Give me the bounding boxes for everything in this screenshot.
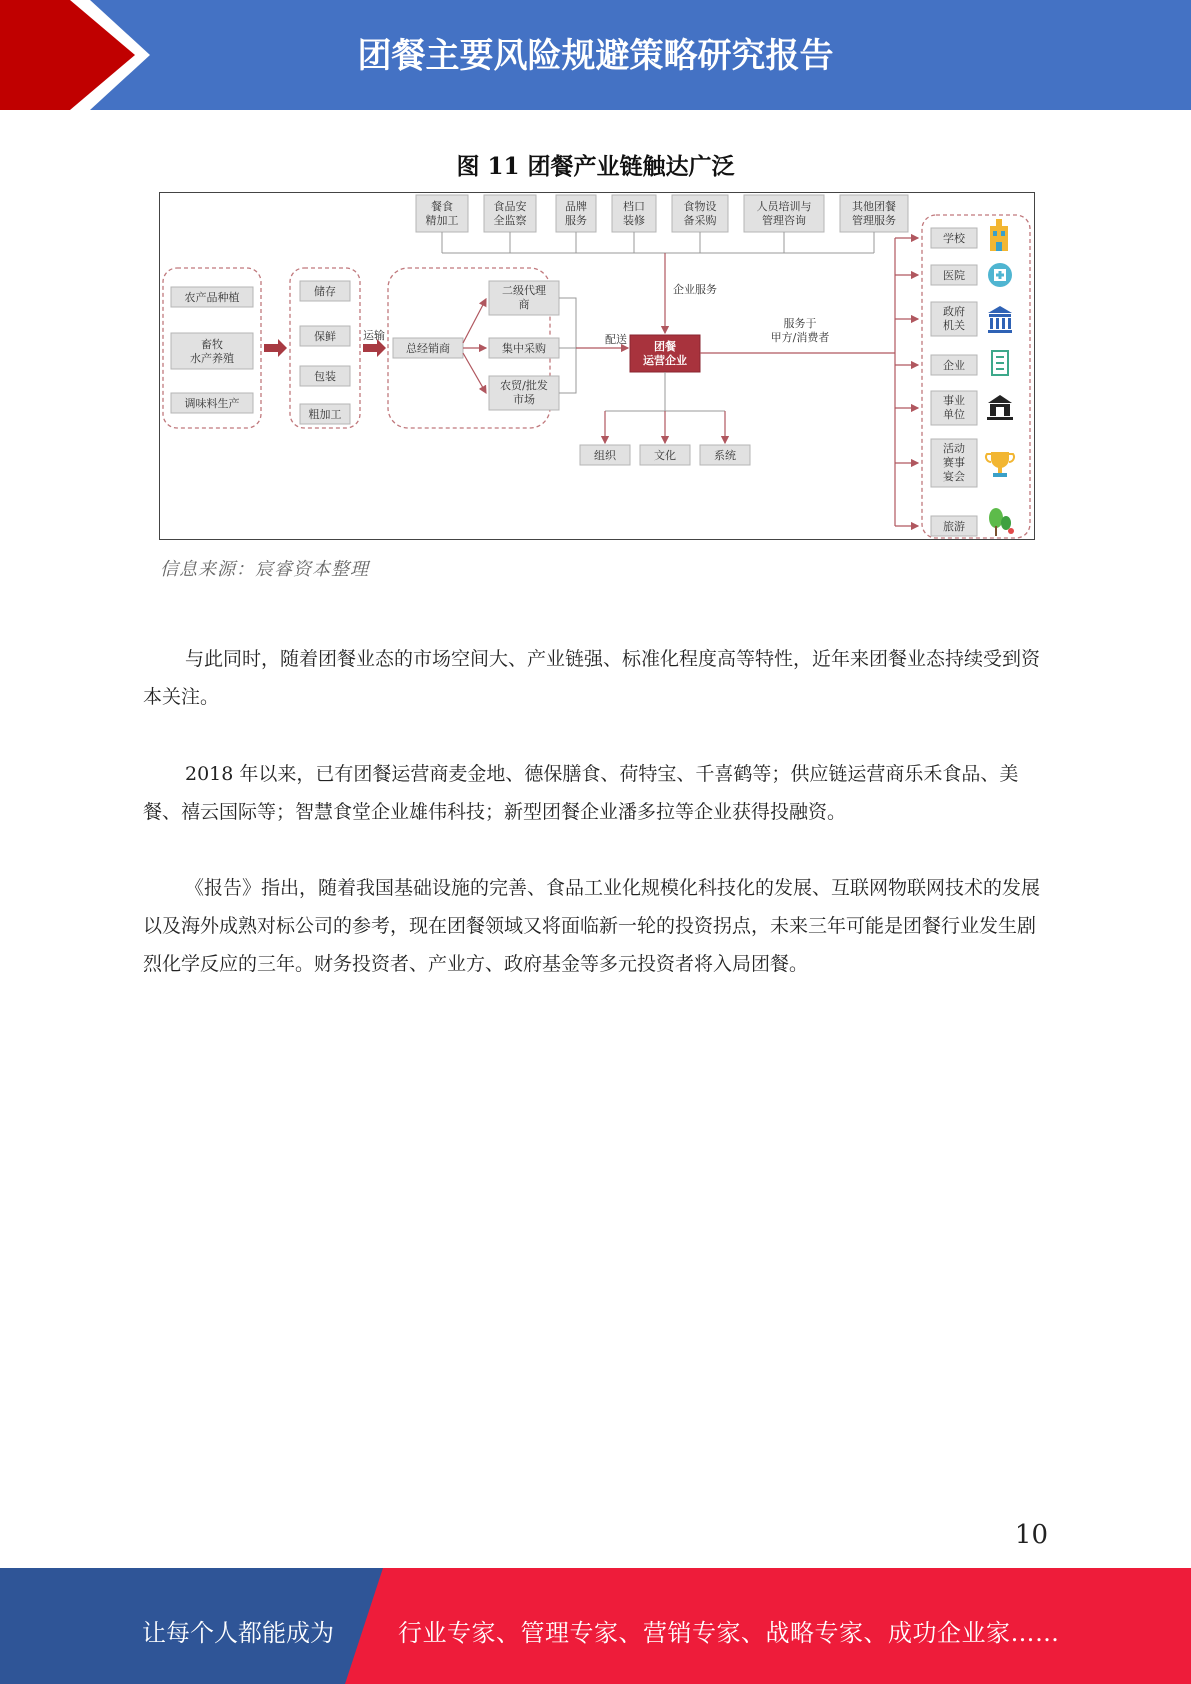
processing-item: 粗加工 xyxy=(308,408,342,421)
bottom-item: 组织 xyxy=(594,449,616,462)
diagram-canvas xyxy=(160,193,1036,541)
header-bar xyxy=(0,0,1191,110)
center-label: 团餐 xyxy=(654,340,676,353)
top-service-label: 管理咨询 xyxy=(762,214,806,227)
channel-label: 集中采购 xyxy=(502,342,546,355)
government-icon xyxy=(988,306,1012,333)
customer-label: 机关 xyxy=(943,319,965,332)
customer-label: 学校 xyxy=(943,232,965,245)
bottom-item: 系统 xyxy=(714,449,736,462)
report-title: 团餐主要风险规避策略研究报告 xyxy=(357,36,834,76)
bottom-item: 文化 xyxy=(654,449,676,462)
footer-slogan-right: 行业专家、管理专家、营销专家、战略专家、成功企业家…… xyxy=(398,1619,1060,1647)
production-item: 调味料生产 xyxy=(184,397,240,410)
customer-label: 医院 xyxy=(943,269,965,282)
customer-label: 事业 xyxy=(943,394,965,407)
distributor-to-channels xyxy=(463,299,486,393)
top-service-label: 服务 xyxy=(565,214,587,227)
transport-label: 运输 xyxy=(363,329,385,342)
customer-label: 赛事 xyxy=(943,456,965,469)
processing-boxes xyxy=(300,281,350,424)
customer-label: 旅游 xyxy=(943,520,965,533)
body-paragraph: 《报告》指出，随着我国基础设施的完善、食品工业化规模化科技化的发展、互联网物联网技术的发展以及海外成熟对标公司的参考，现在团餐领域又将面临新一轮的投资拐点，未来三年可能是团餐行业发生剧烈化学反应的三年。财务投资者、产业方、政府基金等多元投资者将入局团餐。 xyxy=(143,877,1041,975)
processing-item: 保鲜 xyxy=(314,330,336,343)
serve-label: 甲方/消费者 xyxy=(770,331,830,344)
processing-item: 包装 xyxy=(314,370,336,383)
top-service-label: 全监察 xyxy=(493,214,527,227)
enterprise-service-label: 企业服务 xyxy=(673,283,717,296)
figure-source: 信息来源：宸睿资本整理 xyxy=(160,559,369,580)
top-service-label: 食品安 xyxy=(493,200,527,213)
serve-label: 服务于 xyxy=(783,317,817,330)
top-service-label: 档口 xyxy=(623,200,645,213)
customer-label: 单位 xyxy=(943,408,965,421)
center-label: 运营企业 xyxy=(643,354,687,367)
customer-group xyxy=(922,215,1030,538)
customer-label: 宴会 xyxy=(943,470,965,483)
tourism-icon xyxy=(989,508,1014,536)
trophy-icon xyxy=(986,452,1014,477)
center-to-bottom xyxy=(605,372,725,443)
processing-item: 储存 xyxy=(314,285,336,298)
top-service-label: 精加工 xyxy=(425,214,459,227)
production-item: 水产养殖 xyxy=(190,352,234,365)
top-service-label: 食物设 xyxy=(683,200,717,213)
delivery-label: 配送 xyxy=(605,333,627,346)
body-paragraph: 与此同时，随着团餐业态的市场空间大、产业链强、标准化程度高等特性，近年来团餐业态持续受到资本关注。 xyxy=(143,648,1041,708)
flow-arrow xyxy=(264,339,287,357)
customer-label: 政府 xyxy=(943,305,965,318)
industry-chain-diagram xyxy=(159,192,1035,540)
distributor-label: 总经销商 xyxy=(406,342,450,355)
top-service-label: 人员培训与 xyxy=(756,200,812,213)
channel-label: 市场 xyxy=(513,393,535,406)
top-service-label: 装修 xyxy=(623,214,645,227)
institution-icon xyxy=(987,395,1013,420)
top-service-label: 管理服务 xyxy=(852,214,896,227)
body-paragraph: 2018 年以来，已有团餐运营商麦金地、德保膳食、荷特宝、千喜鹤等；供应链运营商乐禾食品、美餐、禧云国际等；智慧食堂企业雄伟科技；新型团餐企业潘多拉等企业获得投融资。 xyxy=(143,763,1019,823)
top-service-label: 餐食 xyxy=(431,200,453,213)
production-item: 畜牧 xyxy=(201,338,223,351)
customer-connectors xyxy=(895,238,918,526)
school-icon xyxy=(990,219,1008,251)
figure-title: 图 11 团餐产业链触达广泛 xyxy=(456,153,735,180)
production-item: 农产品种植 xyxy=(184,291,240,304)
channel-label: 二级代理 xyxy=(502,284,546,297)
top-service-label: 品牌 xyxy=(565,200,587,213)
channel-merge-lines xyxy=(559,298,576,393)
top-service-boxes xyxy=(416,195,908,232)
hospital-icon xyxy=(988,263,1012,287)
channel-label: 商 xyxy=(518,298,530,311)
customer-label: 企业 xyxy=(943,359,965,372)
enterprise-icon xyxy=(992,351,1008,375)
top-service-label: 备采购 xyxy=(683,214,717,227)
page-number: 10 xyxy=(1014,1520,1048,1550)
channel-label: 农贸/批发 xyxy=(500,379,548,392)
top-service-label: 其他团餐 xyxy=(852,200,896,213)
footer-slogan-left: 让每个人都能成为 xyxy=(142,1619,334,1647)
customer-label: 活动 xyxy=(943,442,965,455)
